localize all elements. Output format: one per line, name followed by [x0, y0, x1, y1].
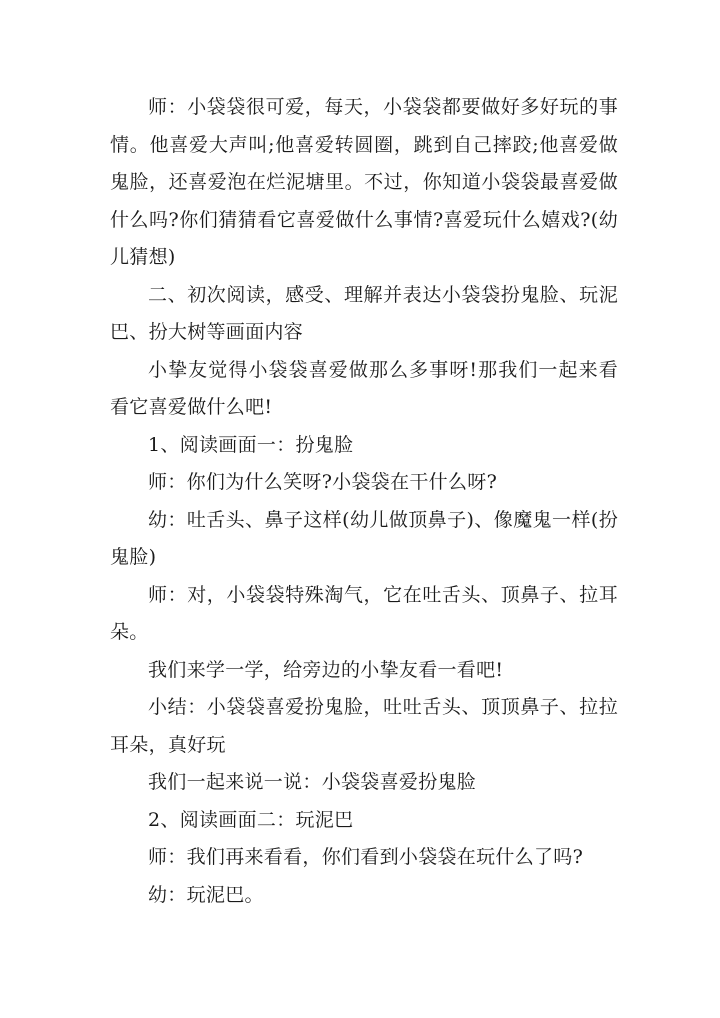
paragraph: 师：对，小袋袋特殊淘气，它在吐舌头、顶鼻子、拉耳朵。 [110, 583, 618, 643]
paragraph: 我们一起来说一说：小袋袋喜爱扮鬼脸 [148, 771, 477, 793]
paragraph: 1、阅读画面一：扮鬼脸 [148, 433, 354, 456]
paragraph: 幼：吐舌头、鼻子这样(幼儿做顶鼻子)、像魔鬼一样(扮鬼脸) [110, 508, 618, 568]
paragraph: 师：你们为什么笑呀?小袋袋在干什么呀? [148, 471, 498, 493]
paragraph: 2、阅读画面二：玩泥巴 [148, 808, 354, 831]
paragraph: 幼：玩泥巴。 [148, 883, 264, 906]
paragraph: 我们来学一学，给旁边的小挚友看一看吧! [148, 658, 504, 681]
paragraph: 二、初次阅读，感受、理解并表达小袋袋扮鬼脸、玩泥巴、扮大树等画面内容 [110, 283, 618, 343]
document-body [110, 89, 618, 914]
paragraph: 小结：小袋袋喜爱扮鬼脸，吐吐舌头、顶顶鼻子、拉拉耳朵，真好玩 [110, 696, 618, 756]
paragraph: 师：我们再来看看，你们看到小袋袋在玩什么了吗? [148, 846, 584, 868]
paragraph: 小挚友觉得小袋袋喜爱做那么多事呀!那我们一起来看看它喜爱做什么吧! [110, 358, 618, 418]
paragraph: 师：小袋袋很可爱，每天，小袋袋都要做好多好玩的事情。他喜爱大声叫;他喜爱转圆圈，跳到自己摔跤;他喜爱做鬼脸，还喜爱泡在烂泥塘里。不过，你知道小袋袋最喜爱做什么吗?你们猜猜看它喜爱做什么事情?喜爱玩什么嬉戏?(幼儿猜想) [110, 96, 618, 268]
